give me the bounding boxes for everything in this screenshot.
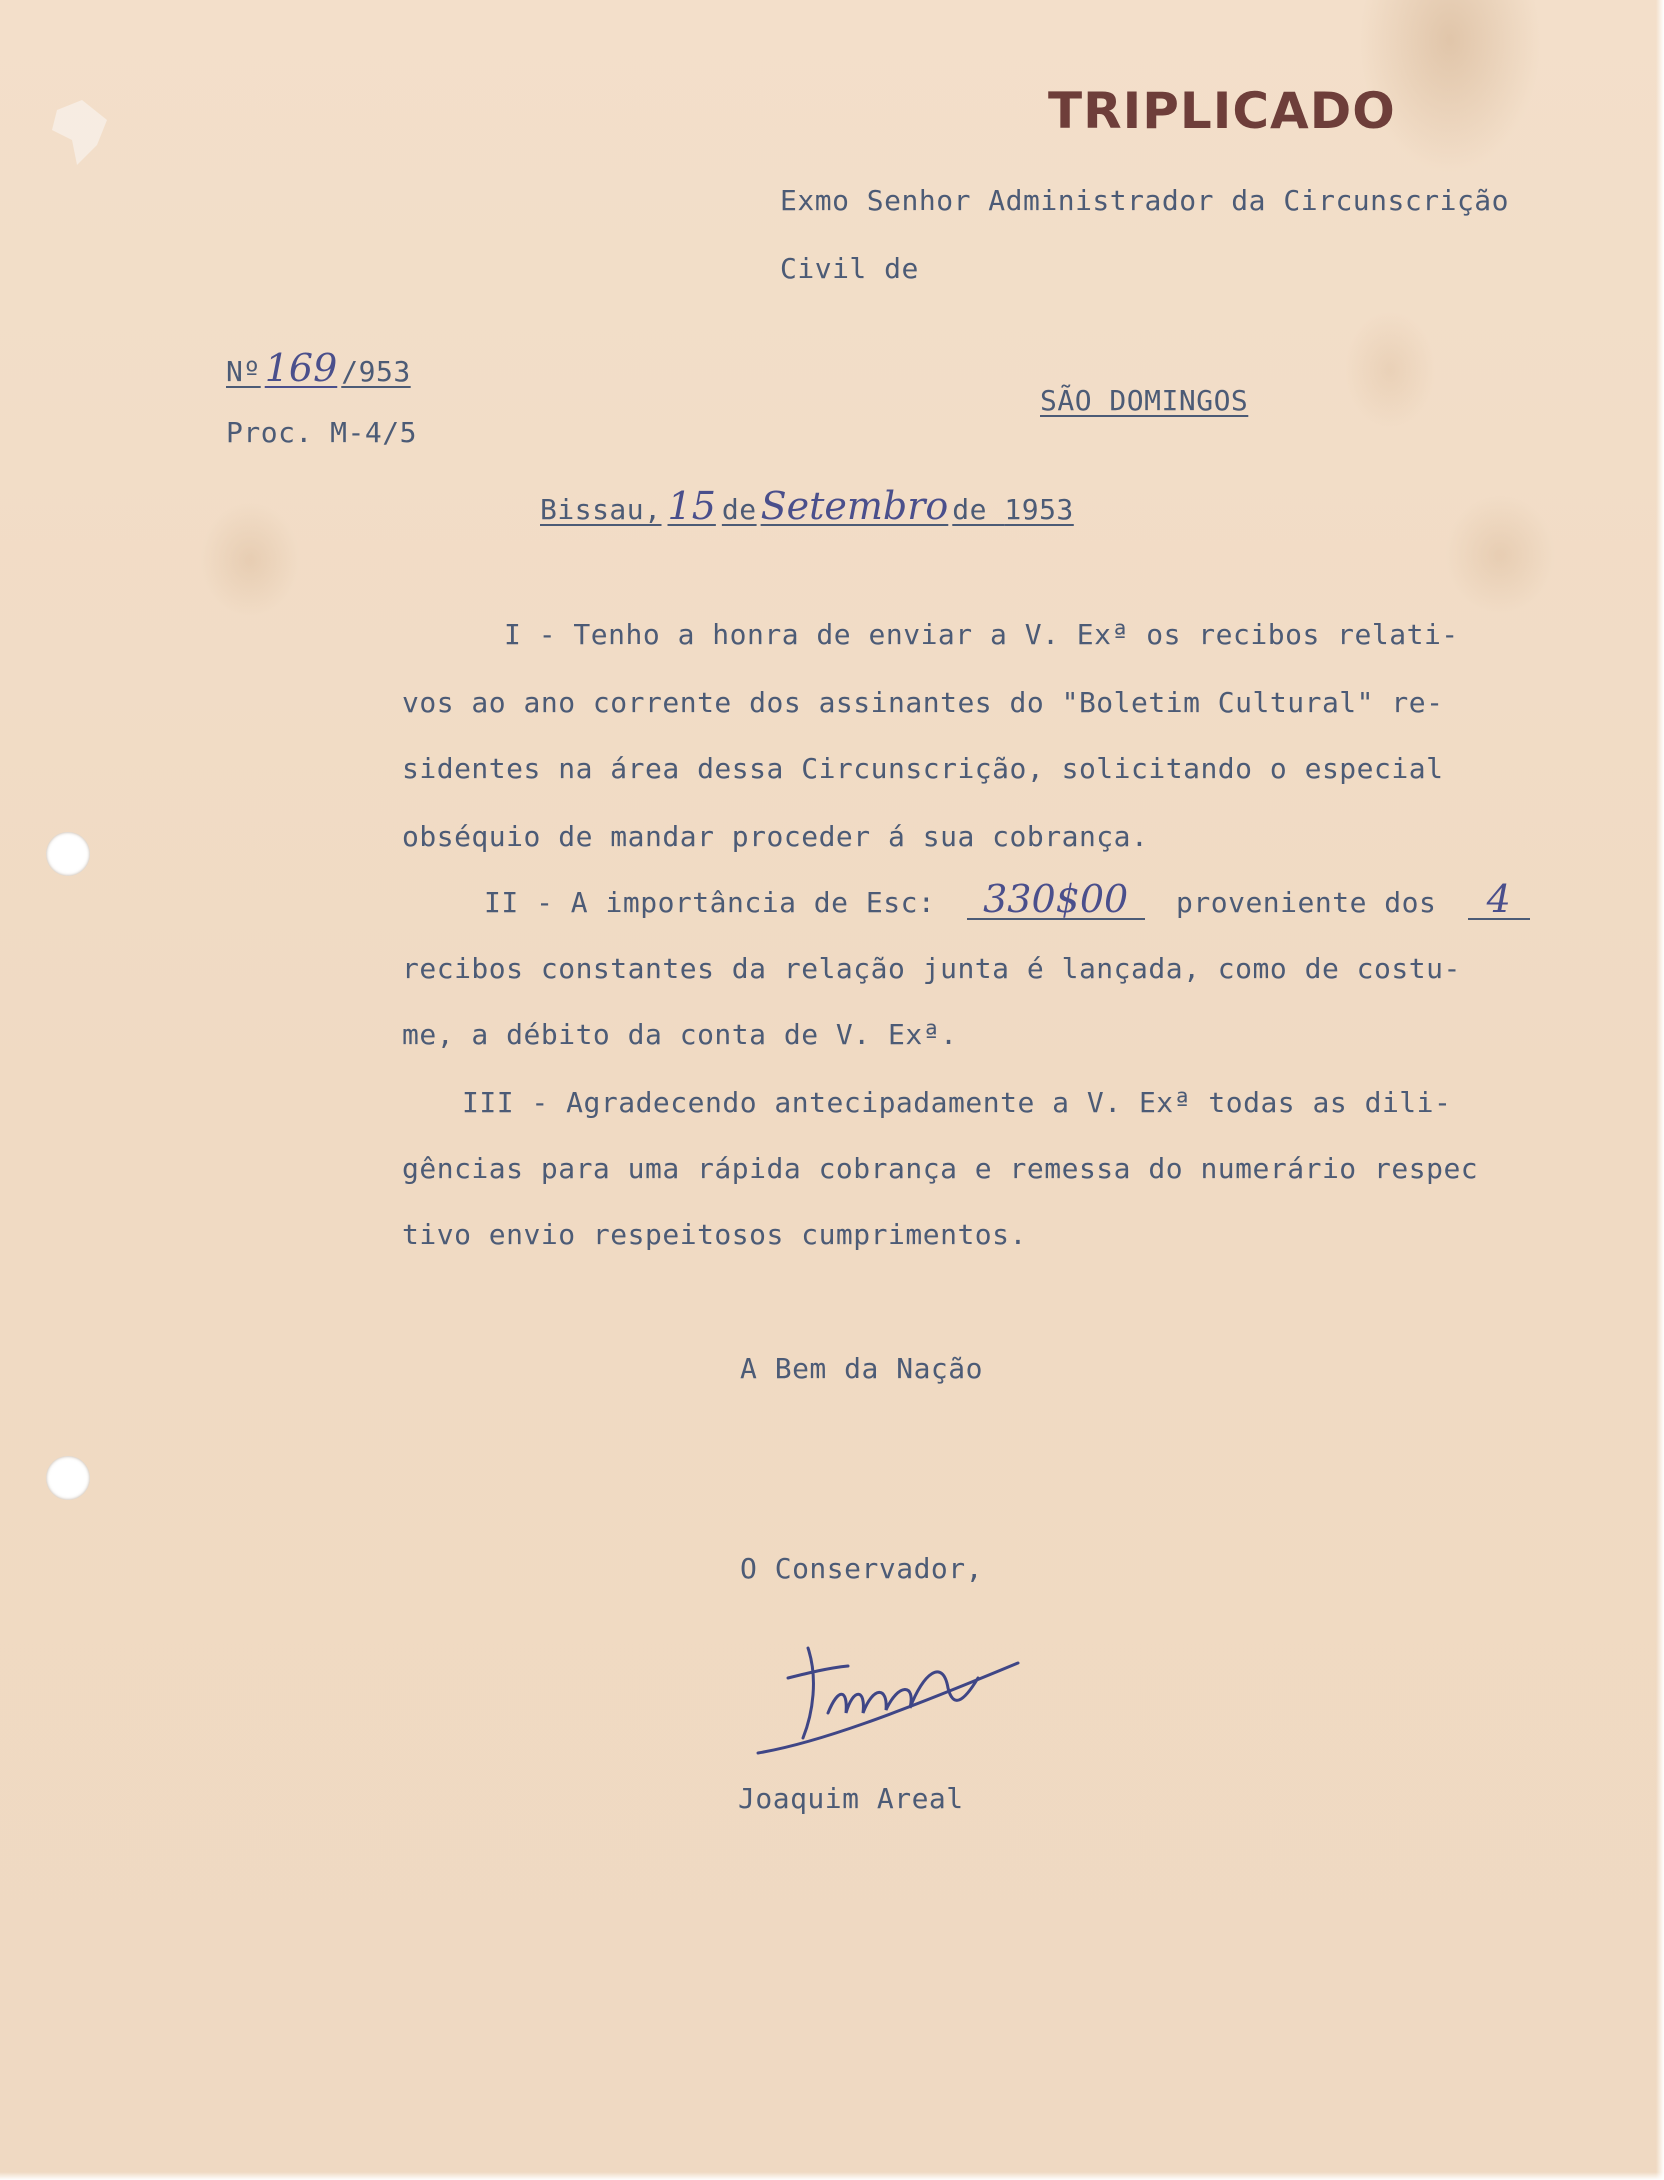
triplicado-stamp: TRIPLICADO bbox=[1048, 82, 1396, 140]
paragraph-3-line-3: tivo envio respeitosos cumprimentos. bbox=[402, 1218, 1027, 1251]
reference-number-prefix: Nº bbox=[226, 355, 261, 388]
date-city: Bissau, bbox=[540, 493, 662, 526]
reference-number-suffix: /953 bbox=[341, 355, 411, 388]
paragraph-3-line-1: III - Agradecendo antecipadamente a V. Exª todas as dili- bbox=[462, 1086, 1452, 1119]
reference-number bbox=[226, 346, 411, 390]
paragraph-1-line-4: obséquio de mandar proceder á sua cobrança. bbox=[402, 820, 1149, 853]
page-edge-bottom bbox=[0, 2172, 1664, 2180]
date-line bbox=[540, 484, 1074, 528]
paragraph-2-line-3: me, a débito da conta de V. Exª. bbox=[402, 1018, 958, 1051]
paragraph-2-mid: proveniente dos bbox=[1176, 886, 1437, 919]
addressee-line-1: Exmo Senhor Administrador da Circunscrição bbox=[780, 184, 1510, 217]
addressee-line-2: Civil de bbox=[780, 252, 919, 285]
paragraph-1-line-1: I - Tenho a honra de enviar a V. Exª os recibos relati- bbox=[504, 618, 1459, 651]
count-blank bbox=[1468, 877, 1530, 921]
reference-number-handwritten: 169 bbox=[264, 346, 338, 390]
paragraph-2-lead: II - A importância de Esc: bbox=[484, 886, 936, 919]
amount-handwritten: 330$00 bbox=[983, 877, 1129, 921]
count-handwritten: 4 bbox=[1486, 877, 1511, 921]
paragraph-1-line-2: vos ao ano corrente dos assinantes do "Boletim Cultural" re- bbox=[402, 686, 1444, 719]
paragraph-2-line-1 bbox=[484, 877, 1530, 921]
date-day-handwritten: 15 bbox=[667, 484, 716, 528]
amount-blank bbox=[967, 877, 1145, 921]
date-de-2: de bbox=[952, 493, 987, 526]
torn-corner-mark bbox=[52, 100, 112, 170]
date-year: 1953 bbox=[1004, 493, 1074, 526]
addressee-place: SÃO DOMINGOS bbox=[1040, 384, 1249, 417]
handwritten-signature bbox=[748, 1618, 1028, 1768]
process-reference: Proc. M-4/5 bbox=[226, 416, 417, 449]
punch-hole-top bbox=[46, 832, 90, 876]
date-month-handwritten: Setembro bbox=[760, 484, 949, 528]
date-de-1: de bbox=[721, 493, 757, 526]
page-edge-right bbox=[1656, 0, 1664, 2180]
paragraph-2-line-2: recibos constantes da relação junta é lançada, como de costu- bbox=[402, 952, 1461, 985]
closing-salutation: A Bem da Nação bbox=[740, 1352, 984, 1385]
punch-hole-bottom bbox=[46, 1456, 90, 1500]
paragraph-3-line-2: gências para uma rápida cobrança e remessa do numerário respec bbox=[402, 1152, 1479, 1185]
paragraph-1-line-3: sidentes na área dessa Circunscrição, solicitando o especial bbox=[402, 752, 1444, 785]
signatory-title: O Conservador, bbox=[740, 1552, 984, 1585]
signatory-name: Joaquim Areal bbox=[738, 1782, 964, 1815]
